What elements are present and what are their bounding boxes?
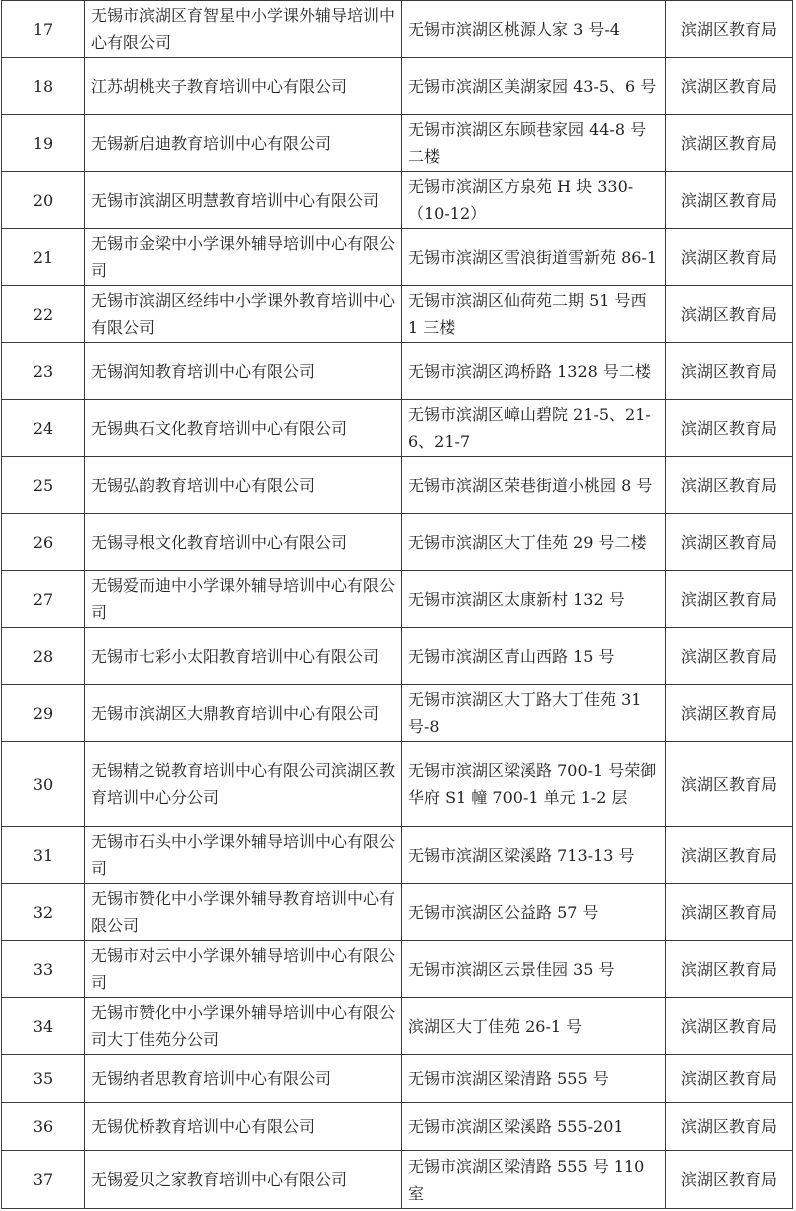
row-number: 33 [2,941,85,998]
institution-name: 无锡市对云中小学课外辅导培训中心有限公司 [85,941,402,998]
institution-name: 无锡市石头中小学课外辅导培训中心有限公司 [85,827,402,884]
institution-name: 无锡爱而迪中小学课外辅导培训中心有限公司 [85,571,402,628]
table-body [2,1,793,1209]
institution-address: 无锡市滨湖区桃源人家 3 号-4 [402,1,666,58]
row-number: 20 [2,172,85,229]
approving-authority: 滨湖区教育局 [666,827,793,884]
row-number: 34 [2,998,85,1055]
row-number: 24 [2,400,85,457]
institution-address: 无锡市滨湖区梁溪路 713-13 号 [402,827,666,884]
approving-authority: 滨湖区教育局 [666,58,793,115]
institution-address: 无锡市滨湖区仙荷苑二期 51 号西 1 三楼 [402,286,666,343]
row-number: 17 [2,1,85,58]
row-number: 32 [2,884,85,941]
approving-authority: 滨湖区教育局 [666,1103,793,1151]
institution-address: 无锡市滨湖区太康新村 132 号 [402,571,666,628]
row-number: 35 [2,1055,85,1103]
table-row [2,172,793,229]
row-number: 21 [2,229,85,286]
approving-authority: 滨湖区教育局 [666,172,793,229]
institution-name: 无锡市金梁中小学课外辅导培训中心有限公司 [85,229,402,286]
institution-name: 无锡市滨湖区大鼎教育培训中心有限公司 [85,685,402,742]
institution-address: 无锡市滨湖区东顾巷家园 44-8 号二楼 [402,115,666,172]
institution-address: 无锡市滨湖区大丁路大丁佳苑 31 号-8 [402,685,666,742]
institution-name: 无锡市赞化中小学课外辅导教育培训中心有限公司 [85,884,402,941]
approving-authority: 滨湖区教育局 [666,941,793,998]
table-row [2,742,793,827]
approving-authority: 滨湖区教育局 [666,343,793,400]
approving-authority: 滨湖区教育局 [666,457,793,514]
row-number: 18 [2,58,85,115]
institution-name: 无锡优桥教育培训中心有限公司 [85,1103,402,1151]
institution-name: 无锡市赞化中小学课外辅导培训中心有限公司大丁佳苑分公司 [85,998,402,1055]
institution-address: 无锡市滨湖区大丁佳苑 29 号二楼 [402,514,666,571]
approving-authority: 滨湖区教育局 [666,685,793,742]
table-row [2,1151,793,1209]
approving-authority: 滨湖区教育局 [666,1,793,58]
institution-address: 无锡市滨湖区嶂山碧院 21-5、21-6、21-7 [402,400,666,457]
approving-authority: 滨湖区教育局 [666,286,793,343]
row-number: 37 [2,1151,85,1209]
table-row [2,685,793,742]
institution-address: 无锡市滨湖区美湖家园 43-5、6 号 [402,58,666,115]
approving-authority: 滨湖区教育局 [666,514,793,571]
row-number: 29 [2,685,85,742]
table-row [2,1103,793,1151]
approving-authority: 滨湖区教育局 [666,1151,793,1209]
institution-name: 无锡寻根文化教育培训中心有限公司 [85,514,402,571]
institution-name: 江苏胡桃夹子教育培训中心有限公司 [85,58,402,115]
table-row [2,571,793,628]
table-row [2,628,793,685]
institution-address: 无锡市滨湖区雪浪街道雪新苑 86-1 [402,229,666,286]
approving-authority: 滨湖区教育局 [666,571,793,628]
approving-authority: 滨湖区教育局 [666,229,793,286]
institution-table [1,0,793,1209]
institution-name: 无锡市七彩小太阳教育培训中心有限公司 [85,628,402,685]
institution-name: 无锡弘韵教育培训中心有限公司 [85,457,402,514]
table-row [2,514,793,571]
row-number: 30 [2,742,85,827]
institution-address: 无锡市滨湖区梁清路 555 号 [402,1055,666,1103]
approving-authority: 滨湖区教育局 [666,884,793,941]
table-row [2,884,793,941]
table-row [2,343,793,400]
table-row [2,286,793,343]
institution-address: 无锡市滨湖区青山西路 15 号 [402,628,666,685]
approving-authority: 滨湖区教育局 [666,742,793,827]
table-row [2,998,793,1055]
approving-authority: 滨湖区教育局 [666,998,793,1055]
institution-address: 无锡市滨湖区公益路 57 号 [402,884,666,941]
table-row [2,1,793,58]
approving-authority: 滨湖区教育局 [666,628,793,685]
institution-address: 无锡市滨湖区荣巷街道小桃园 8 号 [402,457,666,514]
row-number: 22 [2,286,85,343]
institution-name: 无锡纳者思教育培训中心有限公司 [85,1055,402,1103]
institution-name: 无锡爱贝之家教育培训中心有限公司 [85,1151,402,1209]
institution-name: 无锡精之锐教育培训中心有限公司滨湖区教育培训中心分公司 [85,742,402,827]
approving-authority: 滨湖区教育局 [666,115,793,172]
table-row [2,941,793,998]
table-row [2,400,793,457]
table-row [2,115,793,172]
row-number: 26 [2,514,85,571]
institution-address: 无锡市滨湖区梁溪路 700-1 号荣御华府 S1 幢 700-1 单元 1-2 层 [402,742,666,827]
institution-name: 无锡市滨湖区经纬中小学课外教育培训中心有限公司 [85,286,402,343]
institution-address: 无锡市滨湖区鸿桥路 1328 号二楼 [402,343,666,400]
institution-name: 无锡市滨湖区明慧教育培训中心有限公司 [85,172,402,229]
row-number: 28 [2,628,85,685]
table-row [2,58,793,115]
table-row [2,827,793,884]
institution-address: 滨湖区大丁佳苑 26-1 号 [402,998,666,1055]
table-row [2,457,793,514]
row-number: 25 [2,457,85,514]
institution-address: 无锡市滨湖区云景佳园 35 号 [402,941,666,998]
institution-name: 无锡润知教育培训中心有限公司 [85,343,402,400]
row-number: 19 [2,115,85,172]
institution-address: 无锡市滨湖区梁溪路 555-201 [402,1103,666,1151]
table-row [2,1055,793,1103]
institution-name: 无锡新启迪教育培训中心有限公司 [85,115,402,172]
institution-name: 无锡典石文化教育培训中心有限公司 [85,400,402,457]
table-row [2,229,793,286]
approving-authority: 滨湖区教育局 [666,400,793,457]
row-number: 31 [2,827,85,884]
approving-authority: 滨湖区教育局 [666,1055,793,1103]
institution-name: 无锡市滨湖区育智星中小学课外辅导培训中心有限公司 [85,1,402,58]
row-number: 23 [2,343,85,400]
institution-address: 无锡市滨湖区梁清路 555 号 110 室 [402,1151,666,1209]
institution-address: 无锡市滨湖区方泉苑 H 块 330-（10-12） [402,172,666,229]
row-number: 36 [2,1103,85,1151]
row-number: 27 [2,571,85,628]
